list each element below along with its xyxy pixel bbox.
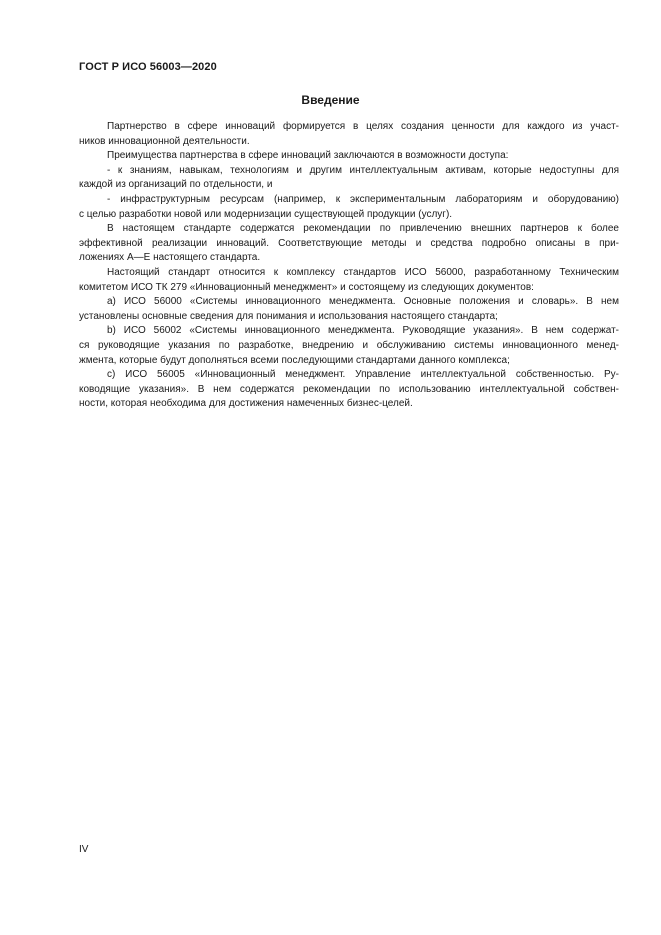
text-line: В настоящем стандарте содержатся рекомендации по привлечению внешних партнеров к более [107,223,619,235]
page-number: IV [79,844,89,855]
text-line: каждой из организаций по отдельности, и [79,179,273,191]
document-header: ГОСТ Р ИСО 56003—2020 [79,61,217,73]
text-line: ложениях А—Е настоящего стандарта. [79,252,261,264]
text-line: ководящие указания». В нем содержатся рекомендации по использованию интеллектуальной собствен- [79,383,619,395]
text-line: ности, которая необходима для достижения намеченных бизнес-целей. [79,398,413,410]
text-line: с целью разработки новой или модернизации существующей продукции (услуг). [79,208,453,220]
text-line: установлены основные сведения для понимания и использования настоящего стандарта; [79,310,498,322]
text-line: ся руководящие указания по разработке, внедрению и обслуживанию системы инновационного менед- [79,339,619,351]
text-line: - инфраструктурным ресурсам (например, к экспериментальным лабораториям и оборудованию) [107,193,619,205]
text-line: c) ИСО 56005 «Инновационный менеджмент. Управление интеллектуальной собственностью. Ру- [107,369,619,381]
text-line: b) ИСО 56002 «Системы инновационного менеджмента. Руководящие указания». В нем содержат- [107,325,619,337]
text-line: Преимущества партнерства в сфере инноваций заключаются в возможности доступа: [107,150,509,162]
body-text [79,120,619,412]
text-line: эффективной реализации инноваций. Соответствующие методы и средства подробно описаны в при- [79,237,619,249]
text-line: комитетом ИСО ТК 279 «Инновационный менеджмент» и состоящему из следующих документов: [79,281,534,293]
section-title: Введение [301,93,360,107]
text-line: Настоящий стандарт относится к комплексу стандартов ИСО 56000, разработанному Техническим [107,266,619,278]
text-line: ников инновационной деятельности. [79,135,250,147]
text-line: Партнерство в сфере инноваций формируется в целях создания ценности для каждого из участ- [107,121,619,132]
text-line: - к знаниям, навыкам, технологиям и другим интеллектуальным активам, которые недоступны для [107,164,619,176]
text-line: жмента, которые будут дополняться всеми последующими стандартами данного комплекса; [79,354,510,366]
text-line: a) ИСО 56000 «Системы инновационного менеджмента. Основные положения и словарь». В нем [107,296,619,308]
